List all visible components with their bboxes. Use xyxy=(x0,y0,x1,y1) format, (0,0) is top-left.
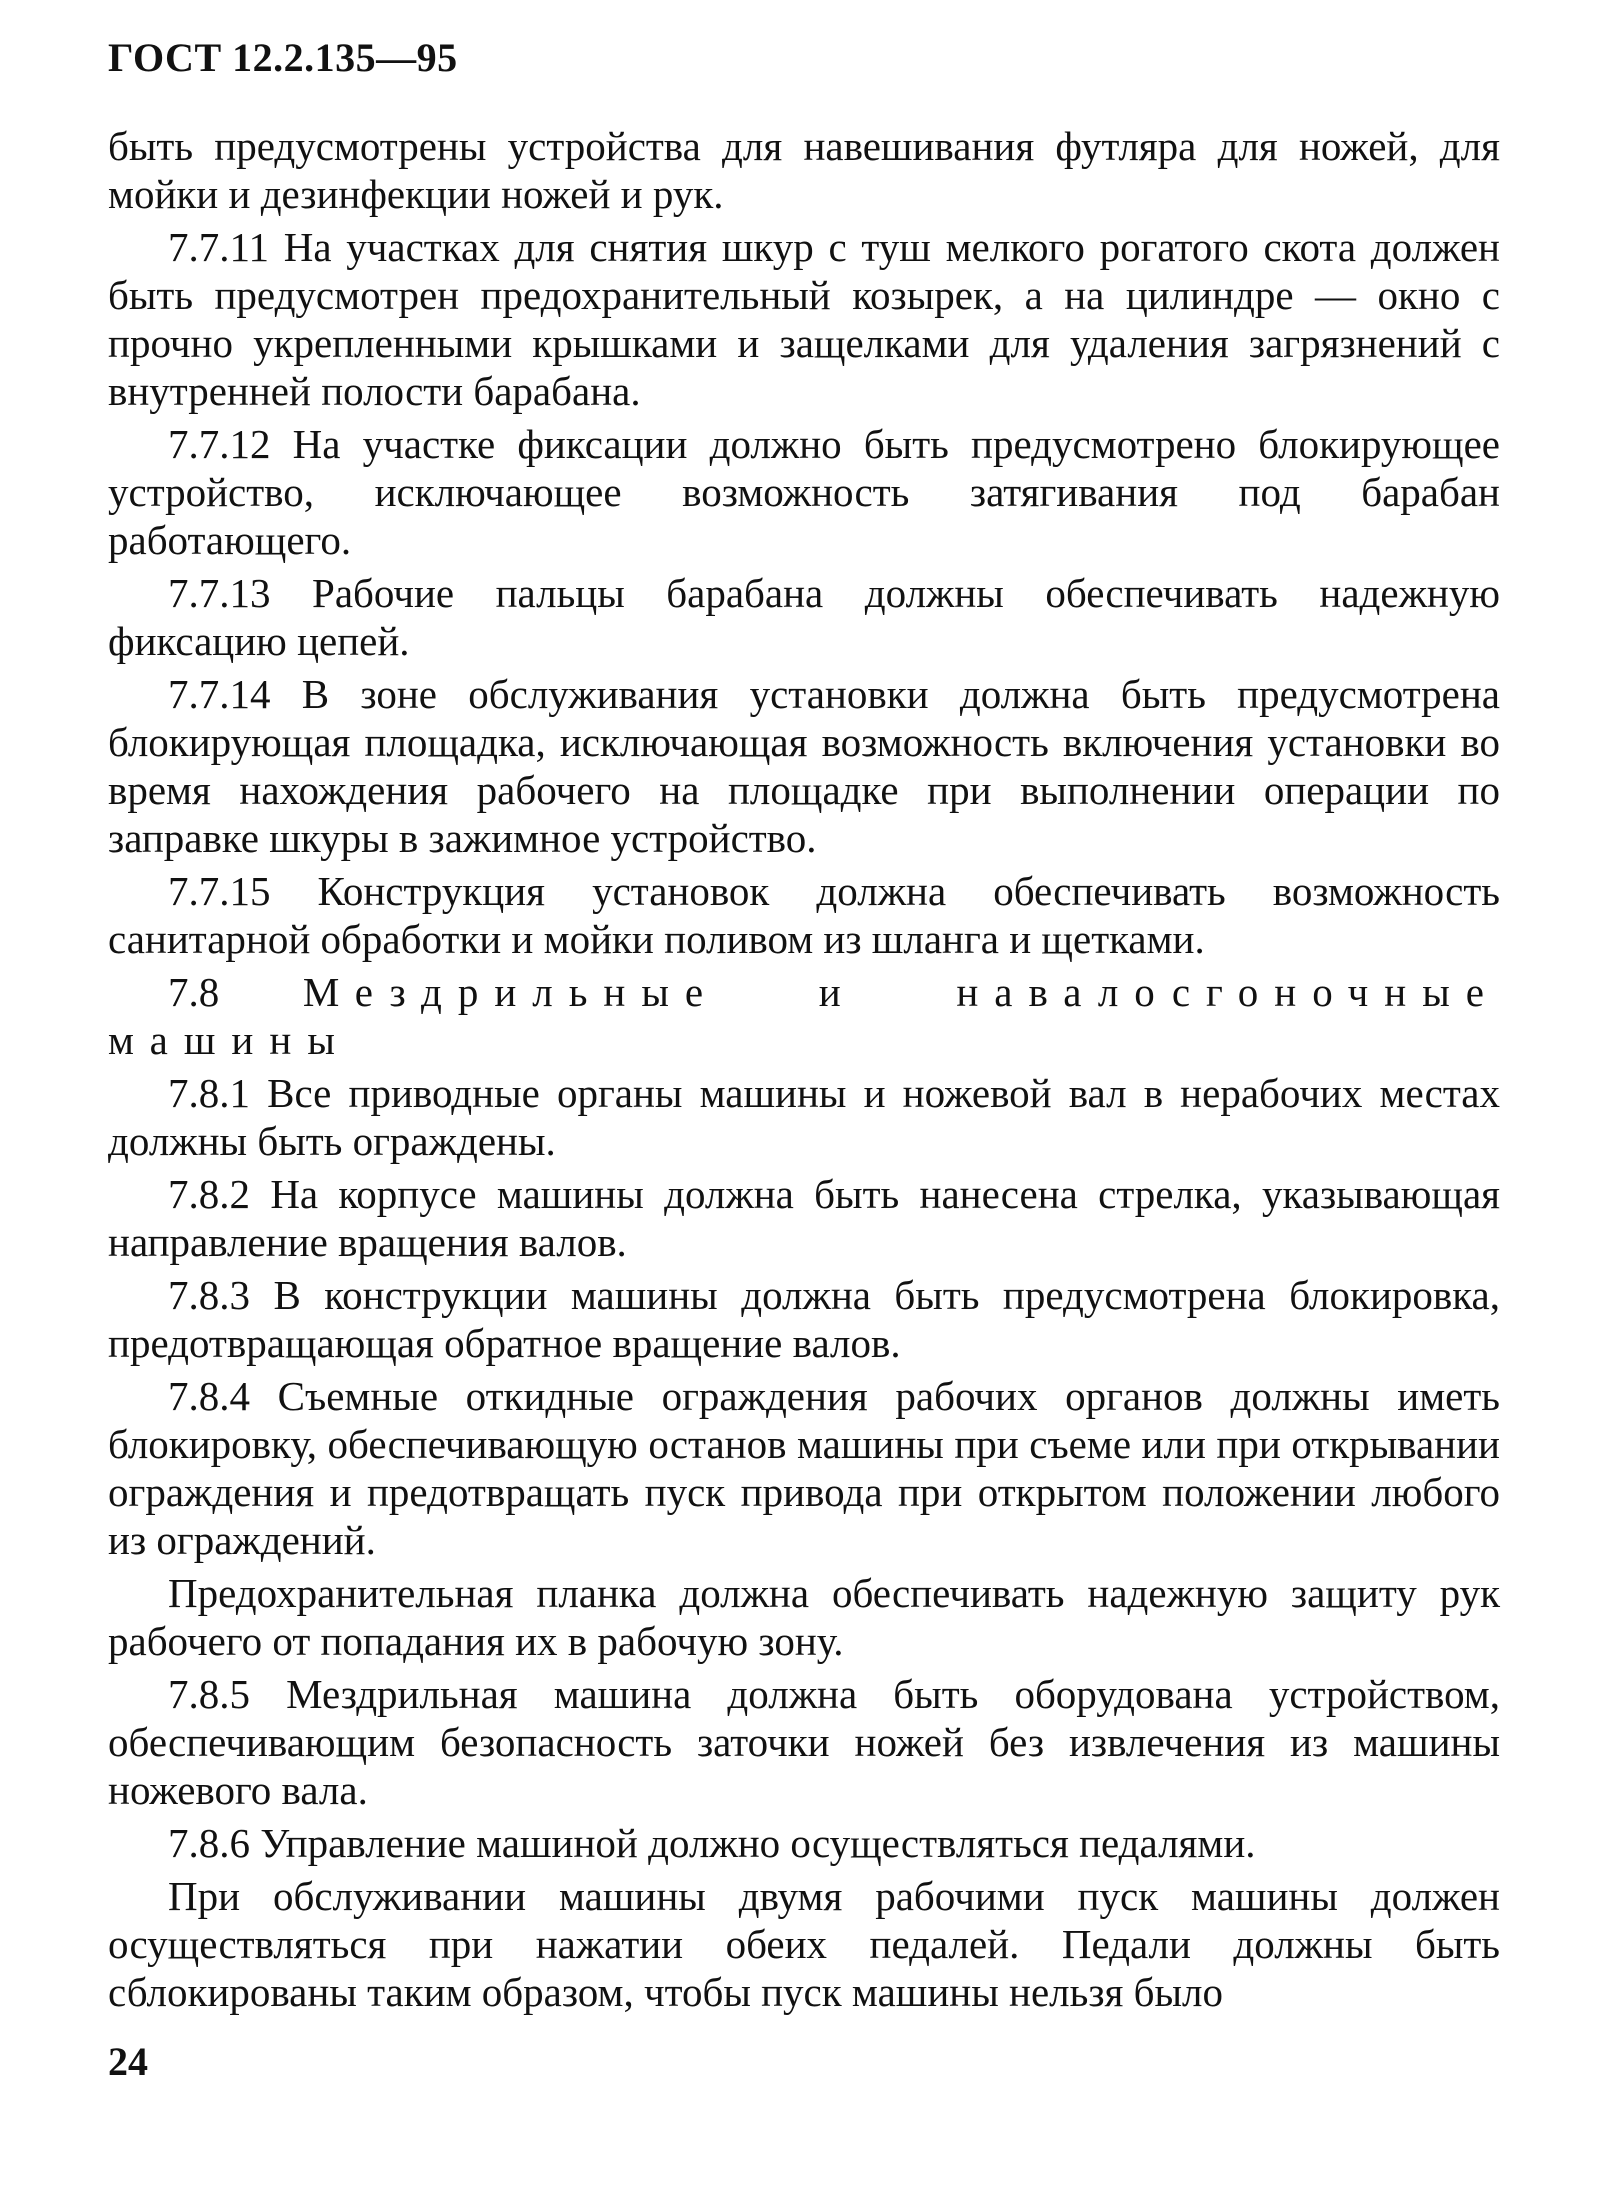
page-number: 24 xyxy=(108,2039,148,2084)
section-number: 7.8 xyxy=(168,969,220,1015)
document-body xyxy=(108,122,1500,2021)
paragraph-safety-plank: Предохранительная планка должна обеспечивать надежную защиту рук рабочего от попадания их в рабочую зону. xyxy=(108,1570,1500,1664)
paragraph-two-workers: При обслуживании машины двумя рабочими пуск машины должен осуществляться при нажатии обеих педалей. Педали должны быть сблокированы таким образом, чтобы пуск машины нельзя было xyxy=(108,1873,1500,2015)
paragraph-7-7-14: 7.7.14 В зоне обслуживания установки должна быть предусмотрена блокирующая площадка, исключающая возможность включения установки во время нахождения рабочего на площадке при выполнении операции по заправке шкуры в зажимное устройство. xyxy=(108,671,1500,861)
paragraph-7-7-12: 7.7.12 На участке фиксации должно быть предусмотрено блокирующее устройство, исключающее возможность затягивания под барабан работающего. xyxy=(108,421,1500,563)
paragraph-7-7-11: 7.7.11 На участках для снятия шкур с туш мелкого рогатого скота должен быть предусмотрен предохранительный козырек, а на цилиндре — окно с прочно укрепленными крышками и защелками для удаления загрязнений с внутренней полости барабана. xyxy=(108,224,1500,414)
paragraph-7-7-13: 7.7.13 Рабочие пальцы барабана должны обеспечивать надежную фиксацию цепей. xyxy=(108,570,1500,664)
page-header-standard-code: ГОСТ 12.2.135—95 xyxy=(108,35,458,80)
paragraph-7-8-2: 7.8.2 На корпусе машины должна быть нанесена стрелка, указывающая направление вращения валов. xyxy=(108,1171,1500,1265)
section-heading xyxy=(108,968,1500,1064)
paragraph-7-8-6: 7.8.6 Управление машиной должно осуществляться педалями. xyxy=(168,1820,1256,1866)
section-title: Мездрильные и навалосгоночные машины xyxy=(108,969,1500,1063)
paragraph-continuation: быть предусмотрены устройства для навешивания футляра для ножей, для мойки и дезинфекции ножей и рук. xyxy=(108,123,1500,217)
paragraph-7-8-4: 7.8.4 Съемные откидные ограждения рабочих органов должны иметь блокировку, обеспечивающую останов машины при съеме или при открывании ограждения и предотвращать пуск привода при открытом положении любого из ограждений. xyxy=(108,1373,1500,1563)
paragraph-7-7-15: 7.7.15 Конструкция установок должна обеспечивать возможность санитарной обработки и мойки поливом из шланга и щетками. xyxy=(108,868,1500,962)
paragraph-7-8-3: 7.8.3 В конструкции машины должна быть предусмотрена блокировка, предотвращающая обратное вращение валов. xyxy=(108,1272,1500,1366)
paragraph-7-8-5: 7.8.5 Мездрильная машина должна быть оборудована устройством, обеспечивающим безопасность заточки ножей без извлечения из машины ножевого вала. xyxy=(108,1671,1500,1813)
paragraph-7-8-1: 7.8.1 Все приводные органы машины и ножевой вал в нерабочих местах должны быть ограждены. xyxy=(108,1070,1500,1164)
